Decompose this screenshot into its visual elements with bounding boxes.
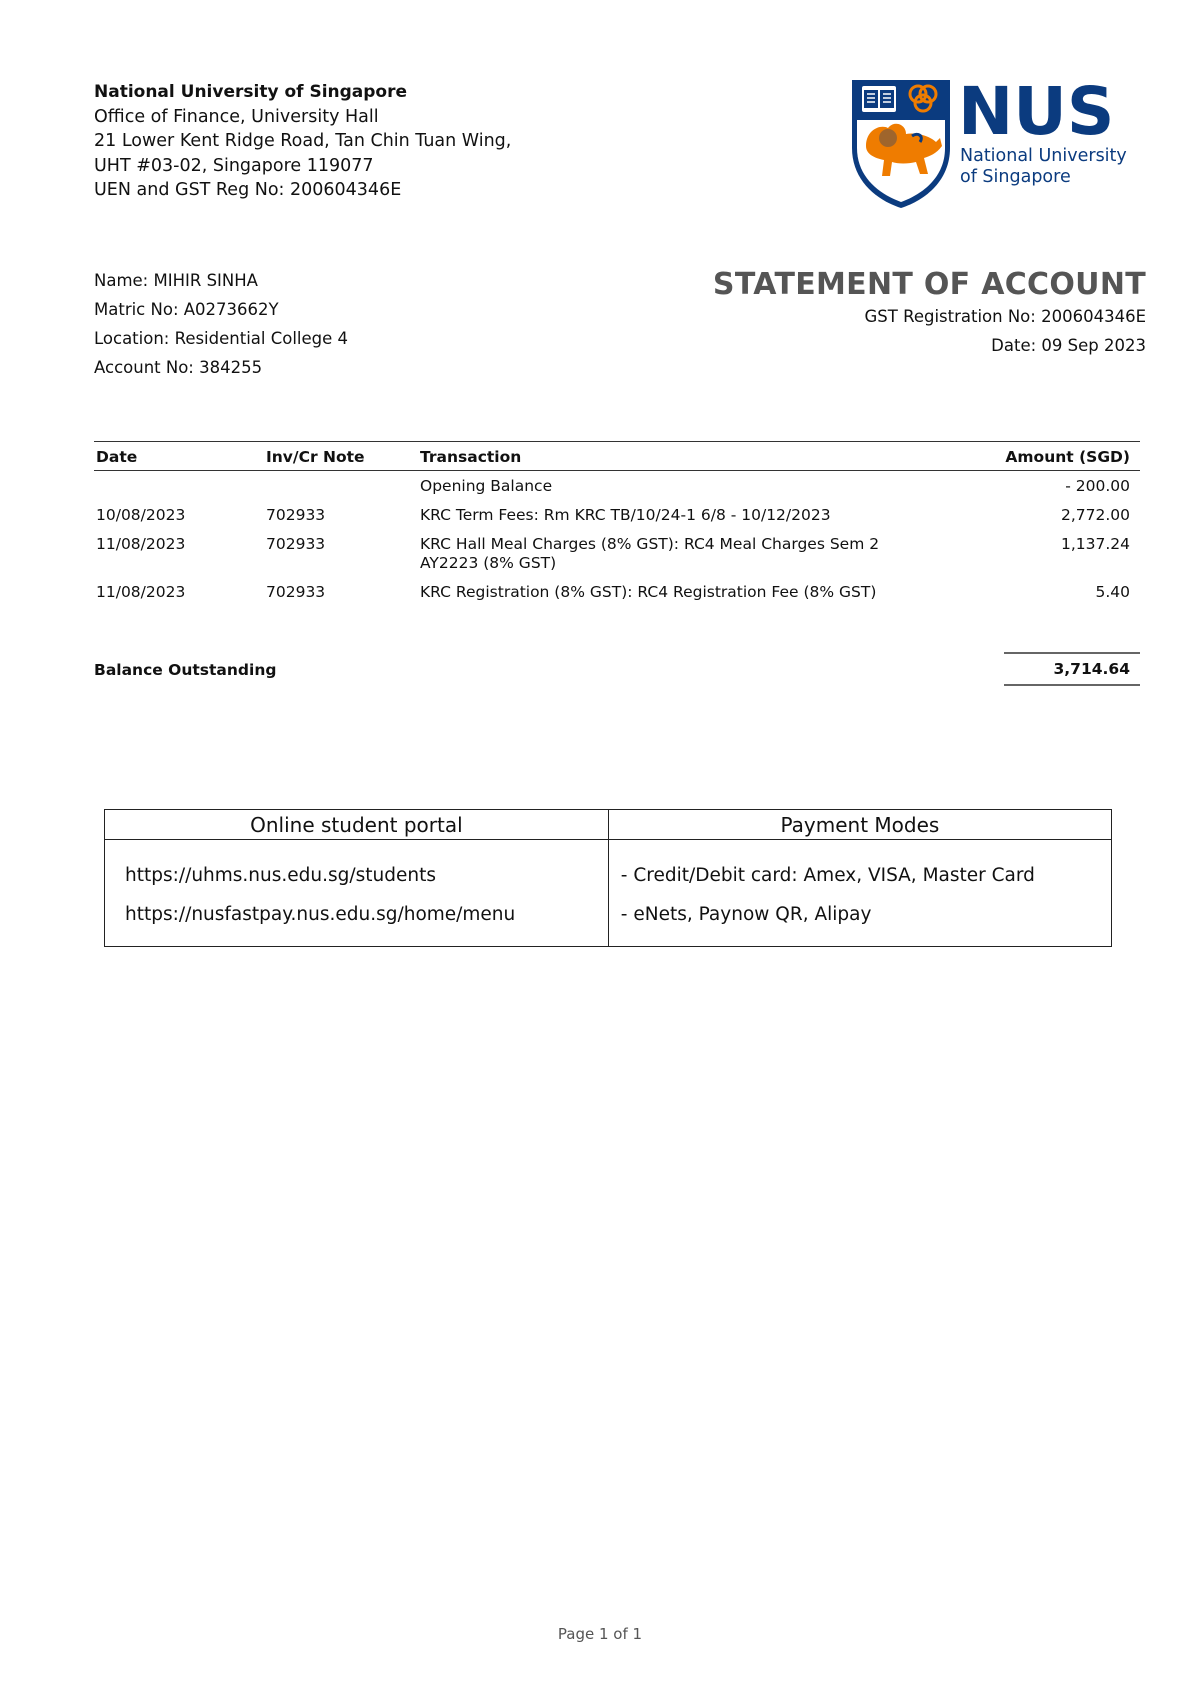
cell-date	[94, 471, 264, 501]
issuer-address-line: 21 Lower Kent Ridge Road, Tan Chin Tuan Wing,	[94, 131, 512, 151]
payment-header: Payment Modes	[608, 810, 1111, 840]
info-header-row	[105, 810, 1112, 840]
logo-subtitle: National University	[960, 146, 1127, 166]
customer-location: Location: Residential College 4	[94, 329, 349, 348]
issuer-registration: UEN and GST Reg No: 200604346E	[94, 180, 402, 200]
payment-mode: - eNets, Paynow QR, Alipay	[608, 892, 1111, 947]
customer-block	[94, 266, 348, 382]
table-row	[94, 471, 1140, 501]
customer-name: Name: MIHIR SINHA	[94, 271, 258, 290]
info-row	[105, 892, 1112, 947]
portal-link[interactable]: https://nusfastpay.nus.edu.sg/home/menu	[105, 892, 609, 947]
issuer-block	[94, 80, 511, 203]
statement-date: Date: 09 Sep 2023	[991, 336, 1146, 355]
table-row	[94, 577, 1140, 606]
cell-transaction: KRC Registration (8% GST): RC4 Registration Fee (8% GST)	[420, 583, 877, 601]
issuer-name: National University of Singapore	[94, 82, 408, 102]
cell-amount: 5.40	[1095, 583, 1130, 601]
table-header-row	[94, 442, 1140, 471]
crest-icon	[852, 80, 950, 208]
info-row	[105, 840, 1112, 893]
issuer-address-line: Office of Finance, University Hall	[94, 106, 379, 127]
transactions-table	[94, 441, 1140, 606]
column-header-transaction: Transaction	[418, 442, 888, 471]
cell-date: 11/08/2023	[96, 583, 186, 601]
portal-link[interactable]: https://uhms.nus.edu.sg/students	[105, 840, 609, 893]
table-row	[94, 529, 1140, 577]
balance-label: Balance Outstanding	[94, 661, 277, 679]
matric-number: Matric No: A0273662Y	[94, 300, 279, 319]
cell-transaction: Opening Balance	[420, 477, 553, 495]
payment-info-table	[104, 809, 1112, 947]
balance-value: 3,714.64	[1004, 652, 1140, 686]
issuer-address-line: UHT #03-02, Singapore 119077	[94, 155, 374, 176]
portal-header: Online student portal	[105, 810, 609, 840]
page-number: Page 1 of 1	[557, 1625, 643, 1643]
cell-inv: 702933	[266, 583, 326, 601]
gst-registration: GST Registration No: 200604346E	[864, 307, 1146, 326]
cell-inv: 702933	[266, 535, 326, 553]
cell-amount: - 200.00	[1065, 477, 1130, 495]
cell-transaction: KRC Hall Meal Charges (8% GST): RC4 Meal Charges Sem 2 AY2223 (8% GST)	[420, 535, 880, 572]
payment-mode: - Credit/Debit card: Amex, VISA, Master Card	[608, 840, 1111, 893]
cell-transaction: KRC Term Fees: Rm KRC TB/10/24-1 6/8 - 10/12/2023	[420, 506, 831, 524]
cell-amount: 1,137.24	[1060, 535, 1130, 553]
cell-inv: 702933	[266, 506, 326, 524]
column-header-inv: Inv/Cr Note	[264, 442, 418, 471]
column-header-amount: Amount (SGD)	[888, 442, 1140, 471]
logo-wordmark: NUS	[958, 76, 1115, 150]
cell-date: 10/08/2023	[96, 506, 186, 524]
cell-inv	[264, 471, 418, 501]
account-number: Account No: 384255	[94, 358, 263, 377]
logo-subtitle: of Singapore	[960, 167, 1071, 187]
cell-amount: 2,772.00	[1060, 506, 1130, 524]
column-header-date: Date	[94, 442, 264, 471]
cell-date: 11/08/2023	[96, 535, 186, 553]
nus-logo	[850, 76, 1150, 212]
table-row	[94, 500, 1140, 529]
statement-title: STATEMENT OF ACCOUNT	[712, 267, 1146, 302]
statement-header	[713, 268, 1146, 360]
